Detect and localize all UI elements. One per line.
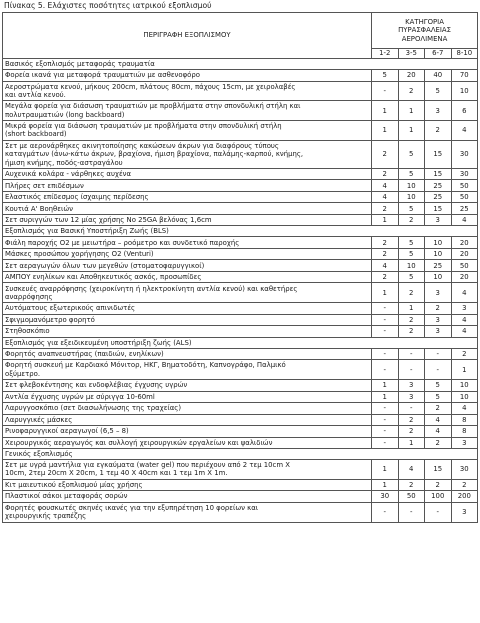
quantity-cell: 15 xyxy=(425,140,452,168)
quantity-cell: 4 xyxy=(425,414,452,426)
description-line: Φορεία ικανά για μεταφορά τραυματιών με ασθενοφόρο xyxy=(5,71,200,80)
quantity-cell: 50 xyxy=(398,491,425,503)
description-line: ήμιση κνήμης, ποδός-αστραγάλου xyxy=(5,158,123,167)
description-line: Χειρουργικός αεραγωγός και συλλογή χειρουργικών εργαλείων και ψαλιδιών xyxy=(5,438,273,447)
table-row xyxy=(3,271,478,283)
quantity-cell: 100 xyxy=(425,491,452,503)
quantity-cell: 2 xyxy=(398,314,425,326)
equipment-description xyxy=(3,101,372,121)
equipment-description xyxy=(3,81,372,101)
quantity-cell: 2 xyxy=(372,237,399,249)
quantity-cell: 15 xyxy=(425,460,452,480)
quantity-cell: - xyxy=(372,414,399,426)
equipment-description xyxy=(3,203,372,215)
quantity-cell: 10 xyxy=(425,271,452,283)
table-row xyxy=(3,414,478,426)
quantity-cell: 10 xyxy=(451,81,478,101)
description-line: οξύμετρο. xyxy=(5,369,41,378)
quantity-cell: 4 xyxy=(451,326,478,338)
quantity-cell: - xyxy=(398,403,425,415)
description-line: Λαρυγγικές μάσκες xyxy=(5,415,73,424)
equipment-description xyxy=(3,326,372,338)
description-line: Ρινοφαρυγγικοί αεραγωγοί (6,5 – 8) xyxy=(5,427,129,436)
description-line: Αυχενικά κολάρα - νάρθηκες αυχένα xyxy=(5,170,132,179)
quantity-cell: 20 xyxy=(451,271,478,283)
table-row xyxy=(3,81,478,101)
equipment-description xyxy=(3,491,372,503)
quantity-cell: 20 xyxy=(398,70,425,82)
table-row xyxy=(3,168,478,180)
equipment-description xyxy=(3,214,372,226)
equipment-description xyxy=(3,248,372,260)
equipment-description xyxy=(3,426,372,438)
description-line: Σετ αεραγωγών όλων των μεγεθών (στοματοφαρυγγικοί) xyxy=(5,261,205,270)
quantity-cell: - xyxy=(372,360,399,380)
table-row xyxy=(3,479,478,491)
equipment-description xyxy=(3,479,372,491)
equipment-description xyxy=(3,360,372,380)
section-title: Εξοπλισμός για Βασική Υποστήριξη Ζωής (BLS) xyxy=(3,226,478,237)
equipment-description xyxy=(3,180,372,192)
description-line: 10cm, 2τεμ 20cm X 20cm, 1 τεμ 40 X 40cm και 1 τεμ 1m X 1m. xyxy=(5,469,228,478)
table-row xyxy=(3,403,478,415)
quantity-cell: 10 xyxy=(425,237,452,249)
description-line: και αντλία κενού. xyxy=(5,90,66,99)
table-row xyxy=(3,180,478,192)
quantity-cell: 10 xyxy=(398,191,425,203)
quantity-cell: 1 xyxy=(372,121,399,141)
section-title: Βασικός εξοπλισμός μεταφοράς τραυματία xyxy=(3,59,478,70)
equipment-description xyxy=(3,140,372,168)
table-row xyxy=(3,121,478,141)
table-row xyxy=(3,70,478,82)
section-row xyxy=(3,337,478,348)
quantity-cell: 50 xyxy=(451,191,478,203)
category-column-8-10: 8-10 xyxy=(451,49,478,59)
table-row xyxy=(3,491,478,503)
quantity-cell: 2 xyxy=(398,479,425,491)
table-row xyxy=(3,303,478,315)
quantity-cell: 10 xyxy=(425,248,452,260)
quantity-cell: 10 xyxy=(451,380,478,392)
quantity-cell: 2 xyxy=(398,214,425,226)
quantity-cell: 200 xyxy=(451,491,478,503)
quantity-cell: 3 xyxy=(425,214,452,226)
quantity-cell: 4 xyxy=(451,283,478,303)
category-header xyxy=(372,13,478,49)
equipment-description xyxy=(3,414,372,426)
category-column-6-7: 6-7 xyxy=(425,49,452,59)
table-row xyxy=(3,502,478,522)
section-title: Γενικός εξοπλισμός xyxy=(3,449,478,460)
table-row xyxy=(3,260,478,272)
description-line: Σετ με υγρά μαντήλια για εγκαύματα (water gel) που περιέχουν από 2 τεμ 10cm X xyxy=(5,461,290,470)
equipment-description xyxy=(3,168,372,180)
table-row xyxy=(3,214,478,226)
description-line: Σετ με αερονάρθηκες ακινητοποίησης κακώσεων άκρων για διαφόρους τύπους xyxy=(5,141,279,150)
description-line: ΑΜΠΟΥ ενηλίκων και Αποθηκευτικός ασκός, προσωπίδες xyxy=(5,273,202,282)
quantity-cell: 4 xyxy=(451,214,478,226)
description-line: Σετ φλεβοκέντησης και ενδοφλέβιας έγχυσης υγρών xyxy=(5,381,188,390)
table-row xyxy=(3,283,478,303)
quantity-cell: 2 xyxy=(398,326,425,338)
section-row xyxy=(3,226,478,237)
quantity-cell: 2 xyxy=(372,203,399,215)
description-line: Κιτ μαιευτικού εξοπλισμού μίας χρήσης xyxy=(5,480,143,489)
table-row xyxy=(3,101,478,121)
table-row xyxy=(3,326,478,338)
table-body xyxy=(3,59,478,523)
quantity-cell: 30 xyxy=(451,460,478,480)
description-line: Αυτόματους εξωτερικούς απινιδωτές xyxy=(5,304,136,313)
category-header-line: ΠΥΡΑΣΦΑΛΕΙΑΣ xyxy=(398,26,451,35)
equipment-description xyxy=(3,271,372,283)
section-title: Εξοπλισμός για εξειδικευμένη υποστήριξη ζωής (ALS) xyxy=(3,337,478,348)
quantity-cell: 1 xyxy=(372,380,399,392)
table-row xyxy=(3,191,478,203)
quantity-cell: 5 xyxy=(398,237,425,249)
equipment-description xyxy=(3,283,372,303)
equipment-description xyxy=(3,460,372,480)
category-header-line: ΚΑΤΗΓΟΡΙΑ xyxy=(405,18,444,27)
quantity-cell: 5 xyxy=(398,248,425,260)
quantity-cell: 2 xyxy=(398,283,425,303)
quantity-cell: 1 xyxy=(372,460,399,480)
quantity-cell: 1 xyxy=(372,101,399,121)
quantity-cell: 1 xyxy=(398,101,425,121)
quantity-cell: 8 xyxy=(451,414,478,426)
description-header: ΠΕΡΙΓΡΑΦΗ ΕΞΟΠΛΙΣΜΟΥ xyxy=(3,13,372,59)
quantity-cell: 2 xyxy=(425,403,452,415)
quantity-cell: - xyxy=(425,360,452,380)
quantity-cell: 5 xyxy=(425,81,452,101)
description-line: Φορητές φουσκωτές σκηνές ικανές για την εξυπηρέτηση 10 φορείων και xyxy=(5,503,259,512)
table-caption: Πίνακας 5. Ελάχιστες ποσότητες ιατρικού εξοπλισμού xyxy=(4,1,212,10)
quantity-cell: 5 xyxy=(398,140,425,168)
description-line: Μάσκες προσώπου χορήγησης Ο2 (Venturi) xyxy=(5,250,154,259)
quantity-cell: - xyxy=(398,502,425,522)
equipment-table xyxy=(2,12,478,523)
quantity-cell: 3 xyxy=(425,326,452,338)
description-line: Ελαστικός επίδεσμος ίσχαιμης περίδεσης xyxy=(5,193,149,202)
quantity-cell: - xyxy=(372,348,399,360)
quantity-cell: 3 xyxy=(398,391,425,403)
quantity-cell: - xyxy=(372,326,399,338)
quantity-cell: 15 xyxy=(425,168,452,180)
equipment-description xyxy=(3,437,372,449)
quantity-cell: 1 xyxy=(372,479,399,491)
quantity-cell: 8 xyxy=(451,426,478,438)
equipment-description xyxy=(3,260,372,272)
quantity-cell: 4 xyxy=(425,426,452,438)
table-row xyxy=(3,426,478,438)
quantity-cell: - xyxy=(425,502,452,522)
description-line: Φορητή συσκευή με Καρδιακό Μόνιτορ, ΗΚΓ, Βηματοδότη, Καπνογράφο, Παλμικό xyxy=(5,361,286,370)
table-row xyxy=(3,314,478,326)
quantity-cell: - xyxy=(398,348,425,360)
description-line: Αντλία έγχυσης υγρών με σύριγγα 10-60ml xyxy=(5,392,155,401)
quantity-cell: - xyxy=(372,426,399,438)
quantity-cell: 5 xyxy=(398,168,425,180)
quantity-cell: 5 xyxy=(425,380,452,392)
quantity-cell: 2 xyxy=(425,121,452,141)
equipment-description xyxy=(3,348,372,360)
quantity-cell: 3 xyxy=(451,303,478,315)
quantity-cell: 2 xyxy=(398,426,425,438)
description-line: πολυτραυματιών (long backboard) xyxy=(5,110,125,119)
quantity-cell: 2 xyxy=(372,140,399,168)
quantity-cell: 25 xyxy=(425,191,452,203)
quantity-cell: 2 xyxy=(398,81,425,101)
equipment-description xyxy=(3,502,372,522)
equipment-description xyxy=(3,403,372,415)
equipment-description xyxy=(3,314,372,326)
equipment-description xyxy=(3,380,372,392)
table-row xyxy=(3,360,478,380)
quantity-cell: 2 xyxy=(372,248,399,260)
section-row xyxy=(3,449,478,460)
quantity-cell: 1 xyxy=(451,360,478,380)
quantity-cell: 50 xyxy=(451,260,478,272)
description-line: χειρουργικής τραπέζης xyxy=(5,512,87,521)
quantity-cell: 2 xyxy=(372,271,399,283)
quantity-cell: 10 xyxy=(398,260,425,272)
quantity-cell: - xyxy=(372,303,399,315)
quantity-cell: 1 xyxy=(398,437,425,449)
quantity-cell: 5 xyxy=(372,70,399,82)
quantity-cell: 6 xyxy=(451,101,478,121)
description-line: Φιάλη παροχής Ο2 με μειωτήρα – ροόμετρο και συνδετικό παροχής xyxy=(5,238,240,247)
quantity-cell: 1 xyxy=(372,283,399,303)
description-line: Συσκευές αναρρόφησης (χειροκίνητη ή ηλεκτροκίνητη αντλία κενού) και καθετήρες xyxy=(5,284,298,293)
quantity-cell: 3 xyxy=(451,437,478,449)
description-line: καταγμάτων (άνω-κάτω άκρων, βραχίονα, ήμιση βραχίονα, παλάμης-καρπού, κνήμης, xyxy=(5,150,304,159)
category-column-3-5: 3-5 xyxy=(398,49,425,59)
quantity-cell: 5 xyxy=(398,203,425,215)
section-row xyxy=(3,59,478,70)
quantity-cell: 2 xyxy=(372,168,399,180)
description-line: Μικρά φορεία για διάσωση τραυματιών με προβλήματα στην σπονδυλική στήλη xyxy=(5,122,282,131)
description-line: Λαρυγγοσκόπιο (σετ διασωλήνωσης της τραχείας) xyxy=(5,404,182,413)
table-row xyxy=(3,380,478,392)
quantity-cell: - xyxy=(372,403,399,415)
equipment-description xyxy=(3,303,372,315)
quantity-cell: 3 xyxy=(425,314,452,326)
quantity-cell: 2 xyxy=(425,437,452,449)
quantity-cell: - xyxy=(372,502,399,522)
quantity-cell: 25 xyxy=(425,260,452,272)
quantity-cell: 50 xyxy=(451,180,478,192)
quantity-cell: 3 xyxy=(425,283,452,303)
equipment-description xyxy=(3,121,372,141)
description-line: Μεγάλα φορεία για διάσωση τραυματιών με προβλήματα στην σπονδυλική στήλη και xyxy=(5,102,301,111)
table-row xyxy=(3,248,478,260)
quantity-cell: 4 xyxy=(451,121,478,141)
quantity-cell: 3 xyxy=(398,380,425,392)
quantity-cell: 4 xyxy=(372,180,399,192)
description-line: αναρρόφησης xyxy=(5,292,53,301)
quantity-cell: 20 xyxy=(451,237,478,249)
quantity-cell: 1 xyxy=(398,121,425,141)
description-line: (short backboard) xyxy=(5,130,67,139)
quantity-cell: 20 xyxy=(451,248,478,260)
quantity-cell: 30 xyxy=(451,140,478,168)
quantity-cell: 1 xyxy=(372,391,399,403)
quantity-cell: 2 xyxy=(425,303,452,315)
description-line: Κουτιά Α' Βοηθειών xyxy=(5,204,73,213)
table-row xyxy=(3,391,478,403)
quantity-cell: 5 xyxy=(425,391,452,403)
quantity-cell: 30 xyxy=(372,491,399,503)
table-row xyxy=(3,437,478,449)
quantity-cell: 25 xyxy=(425,180,452,192)
quantity-cell: 2 xyxy=(451,348,478,360)
quantity-cell: 2 xyxy=(451,479,478,491)
quantity-cell: 10 xyxy=(451,391,478,403)
header-row xyxy=(3,13,478,49)
quantity-cell: 4 xyxy=(398,460,425,480)
description-line: Πλήρες σετ επιδέσμων xyxy=(5,181,84,190)
quantity-cell: 10 xyxy=(398,180,425,192)
description-line: Σφιγμομανόμετρο φορητό xyxy=(5,315,95,324)
quantity-cell: 1 xyxy=(372,214,399,226)
description-line: Στηθοσκόπιο xyxy=(5,327,50,336)
quantity-cell: - xyxy=(372,81,399,101)
description-line: Πλαστικοί σάκοι μεταφοράς σορών xyxy=(5,492,128,501)
equipment-description xyxy=(3,391,372,403)
quantity-cell: 15 xyxy=(425,203,452,215)
quantity-cell: 40 xyxy=(425,70,452,82)
quantity-cell: 30 xyxy=(451,168,478,180)
quantity-cell: 4 xyxy=(451,403,478,415)
category-column-1-2: 1-2 xyxy=(372,49,399,59)
quantity-cell: 5 xyxy=(398,271,425,283)
quantity-cell: 4 xyxy=(372,191,399,203)
table-row xyxy=(3,460,478,480)
equipment-description xyxy=(3,70,372,82)
quantity-cell: 3 xyxy=(451,502,478,522)
table-row xyxy=(3,237,478,249)
quantity-cell: 2 xyxy=(398,414,425,426)
quantity-cell: 4 xyxy=(372,260,399,272)
quantity-cell: 4 xyxy=(451,314,478,326)
quantity-cell: - xyxy=(398,360,425,380)
quantity-cell: 1 xyxy=(398,303,425,315)
category-header-line: ΑΕΡΟΛΙΜΕΝΑ xyxy=(401,34,448,43)
quantity-cell: 2 xyxy=(425,479,452,491)
table-row xyxy=(3,203,478,215)
table-row xyxy=(3,348,478,360)
quantity-cell: 25 xyxy=(451,203,478,215)
quantity-cell: - xyxy=(372,314,399,326)
equipment-description xyxy=(3,191,372,203)
description-line: Σετ συριγγών των 12 μίας χρήσης Νο 25GA βελόνας 1,6cm xyxy=(5,216,212,225)
description-line: Αεροστρώματα κενού, μήκους 200cm, πλάτους 80cm, πάχους 15cm, με χειρολαβές xyxy=(5,82,296,91)
quantity-cell: - xyxy=(372,437,399,449)
table-row xyxy=(3,140,478,168)
equipment-description xyxy=(3,237,372,249)
quantity-cell: - xyxy=(425,348,452,360)
quantity-cell: 3 xyxy=(425,101,452,121)
description-line: Φορητός αναπνευστήρας (παιδιών, ενηλίκων) xyxy=(5,349,164,358)
quantity-cell: 70 xyxy=(451,70,478,82)
